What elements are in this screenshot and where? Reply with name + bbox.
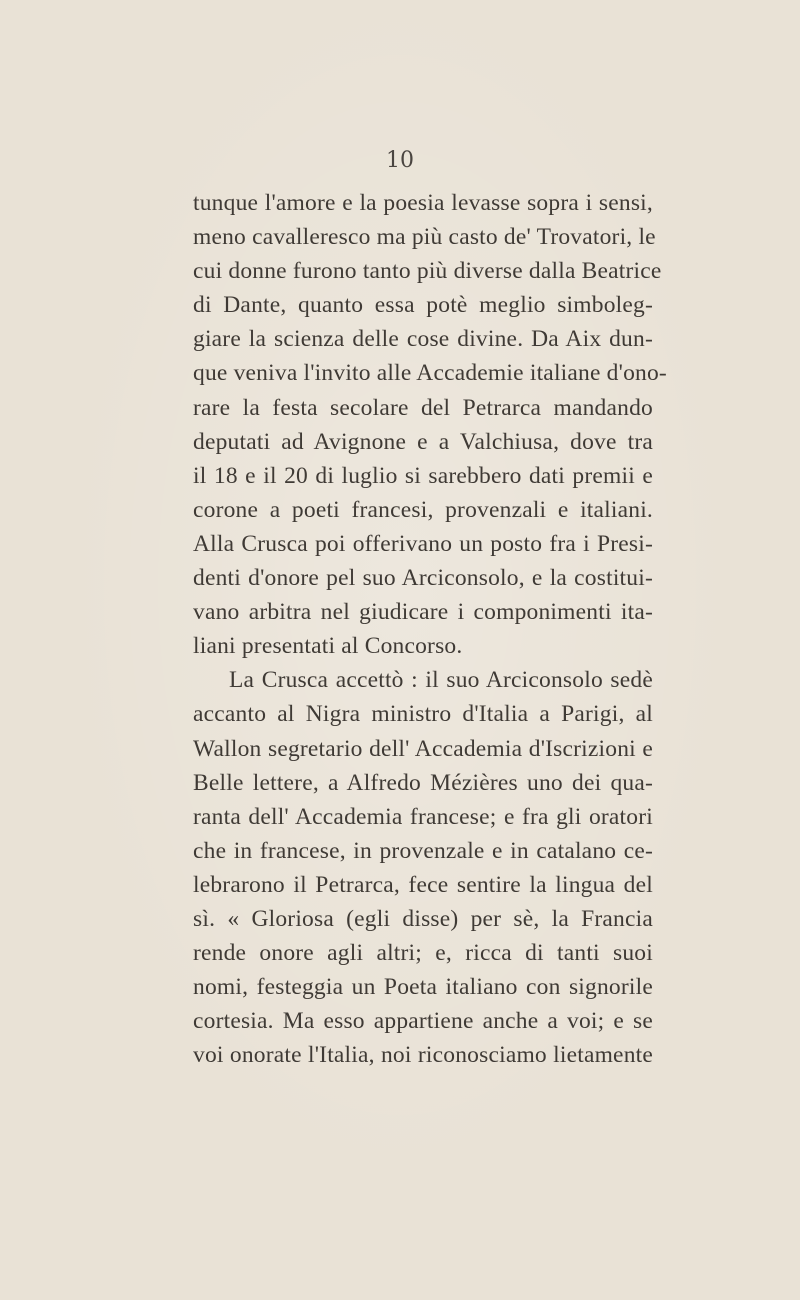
text-line: il 18 e il 20 di luglio si sarebbero dati premii e <box>193 462 653 489</box>
text-line: cui donne furono tanto più diverse dalla Beatrice <box>193 258 662 285</box>
text-line: accanto al Nigra ministro d'Italia a Parigi, al <box>193 701 653 728</box>
page-number: 10 <box>386 148 414 173</box>
text-line: denti d'onore pel suo Arciconsolo, e la costitui- <box>193 565 653 592</box>
text-line: Wallon segretario dell' Accademia d'Iscrizioni e <box>193 735 653 762</box>
text-line: tunque l'amore e la poesia levasse sopra i sensi, <box>193 190 653 216</box>
text-line: rende onore agli altri; e, ricca di tanti suoi <box>193 940 653 967</box>
text-line: ranta dell' Accademia francese; e fra gli oratori <box>193 803 653 830</box>
text-line: lebrarono il Petrarca, fece sentire la lingua del <box>193 871 653 898</box>
text-line: voi onorate l'Italia, noi riconosciamo lietamente <box>193 1042 653 1069</box>
text-line: que veniva l'invito alle Accademie italiane d'ono- <box>193 360 667 387</box>
text-line: giare la scienza delle cose divine. Da Aix dun- <box>193 326 653 353</box>
text-line: deputati ad Avignone e a Valchiusa, dove tra <box>193 428 653 455</box>
text-line: Belle lettere, a Alfredo Mézières uno dei qua- <box>193 769 653 796</box>
text-line: sì. « Gloriosa (egli disse) per sè, la Francia <box>193 905 653 932</box>
text-line: nomi, festeggia un Poeta italiano con signorile <box>193 974 653 1001</box>
body-text <box>193 186 667 1072</box>
text-line: che in francese, in provenzale e in catalano ce- <box>193 837 653 864</box>
text-line: vano arbitra nel giudicare i componimenti ita- <box>193 599 653 626</box>
text-line: corone a poeti francesi, provenzali e italiani. <box>193 496 653 523</box>
text-line: di Dante, quanto essa potè meglio simboleg- <box>193 292 653 319</box>
text-line: rare la festa secolare del Petrarca mandando <box>193 394 653 421</box>
text-line: meno cavalleresco ma più casto de' Trovatori, le <box>193 224 656 251</box>
text-line: Alla Crusca poi offerivano un posto fra i Presi- <box>193 530 653 557</box>
paragraph-start-line: La Crusca accettò : il suo Arciconsolo sedè <box>229 667 653 694</box>
text-line: liani presentati al Concorso. <box>193 633 463 660</box>
text-line: cortesia. Ma esso appartiene anche a voi; e se <box>193 1008 653 1035</box>
